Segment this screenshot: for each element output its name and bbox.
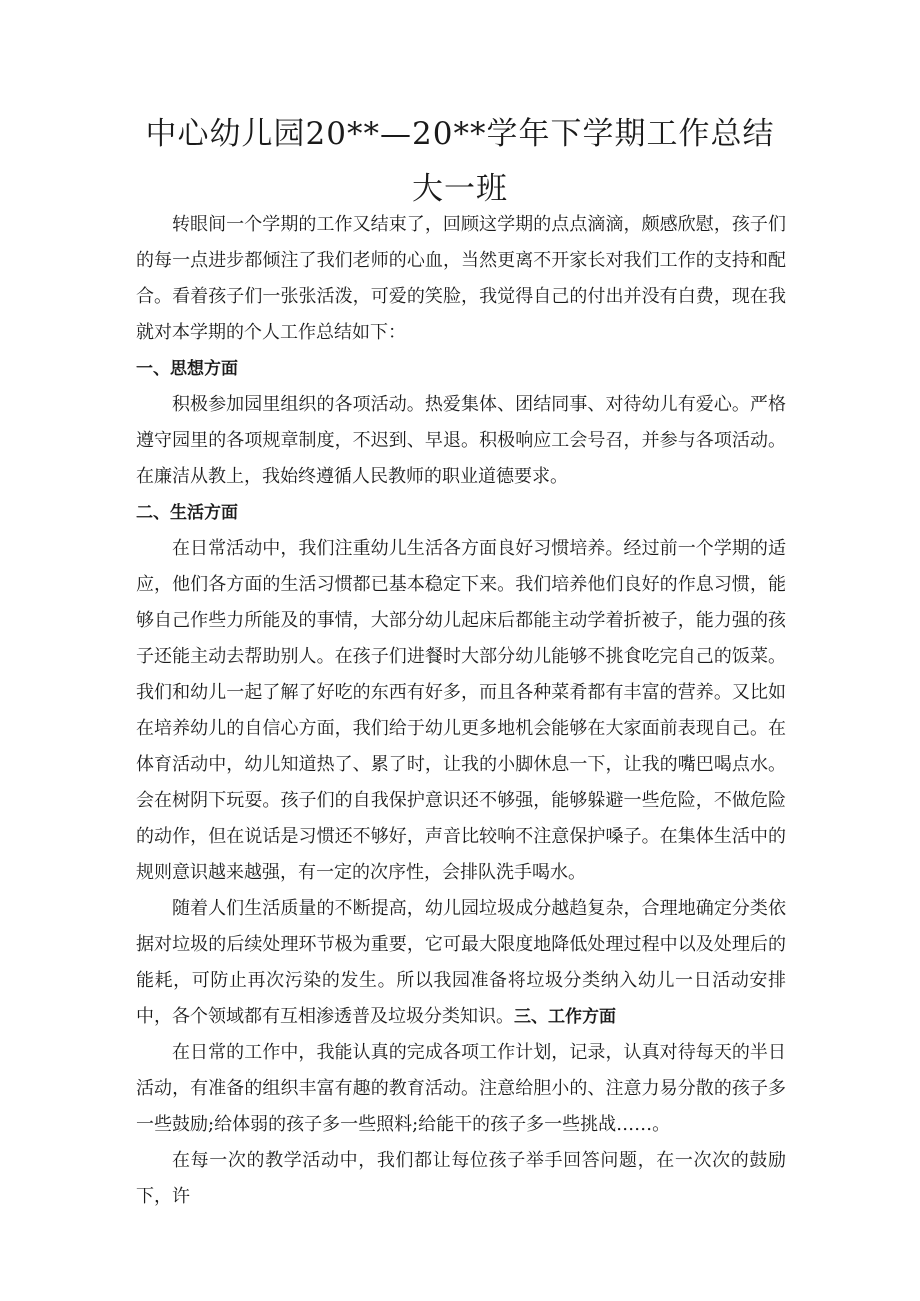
- document-title: 中心幼儿园20**—20**学年下学期工作总结: [145, 116, 775, 152]
- section-paragraph-life-1: 在日常活动中，我们注重幼儿生活各方面良好习惯培养。经过前一个学期的适应，他们各方面的生活习惯都已基本稳定下来。我们培养他们良好的作息习惯，能够自己作些力所能及的事情，大部分幼儿起床后都能主动学着折被子，能力强的孩子还能主动去帮助别人。在孩子们进餐时大部分幼儿能够不挑食吃完自己的饭菜。我们和幼儿一起了解了好吃的东西有好多，而且各种菜肴都有丰富的营养。又比如在培养幼儿的自信心方面，我们给于幼儿更多地机会能够在大家面前表现自己。在体育活动中，幼儿知道热了、累了时，让我的小脚休息一下，让我的嘴巴喝点水。会在树阴下玩耍。孩子们的自我保护意识还不够强，能够躲避一些危险，不做危险的动作，但在说话是习惯还不够好，声音比较响不注意保护嗓子。在集体生活中的规则意识越来越强，有一定的次序性，会排队洗手喝水。: [136, 538, 786, 883]
- section-heading-life: 二、生活方面: [136, 503, 238, 523]
- section-paragraph-life-2: [136, 891, 786, 1035]
- section-paragraph-life-2-text: 随着人们生活质量的不断提高，幼儿园垃圾成分越趋复杂，合理地确定分类依据对垃圾的后续处理环节极为重要，它可最大限度地降低处理过程中以及处理后的能耗，可防止再次污染的发生。所以我园准备将垃圾分类纳入幼儿一日活动安排中，各个领域都有互相渗透普及垃圾分类知识。: [136, 898, 786, 1027]
- section-heading-thought: 一、思想方面: [136, 359, 238, 379]
- document-body: [136, 207, 786, 1215]
- section-paragraph-work-1: 在日常的工作中，我能认真的完成各项工作计划，记录，认真对待每天的半日活动，有准备的组织丰富有趣的教育活动。注意给胆小的、注意力易分散的孩子多一些鼓励;给体弱的孩子多一些照料;给能干的孩子多一些挑战……。: [136, 1042, 786, 1135]
- section-paragraph-work-2: 在每一次的教学活动中，我们都让每位孩子举手回答问题，在一次次的鼓励下，许: [136, 1150, 786, 1207]
- document-subtitle: 大一班: [412, 171, 508, 207]
- section-paragraph-thought: 积极参加园里组织的各项活动。热爱集体、团结同事、对待幼儿有爱心。严格遵守园里的各项规章制度，不迟到、早退。积极响应工会号召，并参与各项活动。在廉洁从教上，我始终遵循人民教师的职业道德要求。: [136, 394, 786, 487]
- intro-paragraph: 转眼间一个学期的工作又结束了，回顾这学期的点点滴滴，颇感欣慰，孩子们的每一点进步都倾注了我们老师的心血，当然更离不开家长对我们工作的支持和配合。看着孩子们一张张活泼，可爱的笑脸，我觉得自己的付出并没有白费，现在我就对本学期的个人工作总结如下：: [136, 214, 786, 343]
- section-heading-work: 三、工作方面: [514, 1007, 616, 1027]
